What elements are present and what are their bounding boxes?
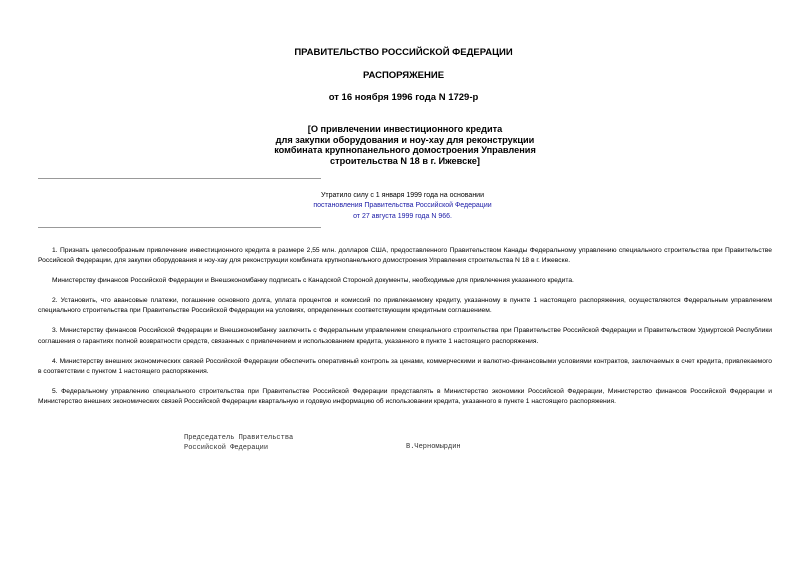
signatory-position — [184, 434, 293, 453]
divider-top — [38, 178, 321, 179]
signatory-position-line: Российской Федерации — [184, 443, 269, 452]
paragraph-5: 5. Федеральному управлению специального строительства при Правительстве Российской Федерации представлять в Министерство экономики Российской Федерации, Министерство финансов Российской Федерации и Министерство внешних экономических связей Российской Федерации квартальную и годовую информацию об использовании кредита, указанного в пункте 1 настоящего распоряжения. — [38, 387, 772, 406]
status-note — [260, 191, 545, 222]
document-date-number: от 16 ноября 1996 года N 1729-р — [328, 92, 479, 103]
paragraph-3: 3. Министерству финансов Российской Федерации и Внешэкономбанку заключить с Федеральным управлением специального строительства при Правительстве Российской Федерации и Правительством Удмуртской Республики соглашения о гарантиях полной возвратности средств, связанных с привлечением и использованием кредита, указанного в пункте 1 настоящего распоряжения. — [38, 327, 772, 345]
status-note-link[interactable]: постановления Правительства Российской Федерации — [313, 202, 492, 210]
title-line: строительства N 18 в г. Ижевске] — [330, 155, 480, 166]
paragraph-1-sub: Министерству финансов Российской Федерации и Внешэкономбанку подписать с Канадской Стороной документы, необходимые для привлечения указанного кредита. — [52, 277, 574, 285]
divider-bottom — [38, 227, 321, 228]
paragraph-1: 1. Признать целесообразным привлечение инвестиционного кредита в размере 2,55 млн. долларов США, предоставленного Правительством Канады Федеральному управлению специального строительства при Правительстве Российской Федерации, для закупки оборудования и ноу-хау для реконструкции комбината крупнопанельного домостроения Управления строительства N 18 в г. Ижевске. — [38, 247, 772, 265]
paragraph-2: 2. Установить, что авансовые платежи, погашение основного долга, уплата процентов и комиссий по привлекаемому кредиту, указанному в пункте 1 настоящего распоряжения, осуществляются Федеральным управлением специального строительства при Правительстве Российской Федерации на условиях, определенных соответствующим кредитным соглашением. — [38, 297, 772, 315]
signatory-name: В.Черномырдин — [406, 443, 461, 451]
government-heading: ПРАВИТЕЛЬСТВО РОССИЙСКОЙ ФЕДЕРАЦИИ — [294, 47, 513, 58]
document-title — [250, 124, 560, 166]
title-line: комбината крупнопанельного домостроения Управления — [274, 145, 536, 155]
document-kind-heading: РАСПОРЯЖЕНИЕ — [362, 70, 445, 81]
status-note-text: Утратило силу с 1 января 1999 года на основании — [320, 192, 485, 199]
title-line: [О привлечении инвестиционного кредита — [307, 124, 503, 134]
signatory-position-line: Председатель Правительства — [184, 434, 294, 442]
title-line: для закупки оборудования и ноу-хау для реконструкции — [275, 134, 535, 145]
paragraph-4: 4. Министерству внешних экономических связей Российской Федерации обеспечить оперативный контроль за ценами, коммерческими и валютно-финансовыми условиями контрактов, заключаемых в счет кредита, привлекаемого в соответствии с пунктом 1 настоящего распоряжения. — [38, 357, 772, 375]
status-note-link[interactable]: от 27 августа 1999 года N 966. — [353, 212, 452, 220]
document-body — [38, 246, 772, 407]
